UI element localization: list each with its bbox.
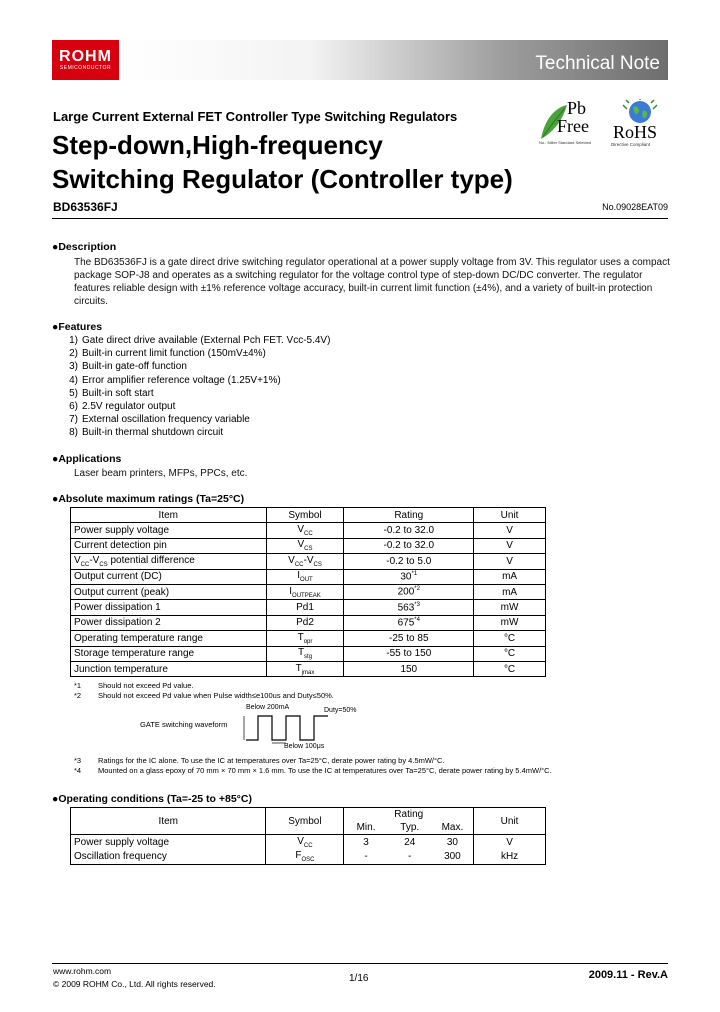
- title-line-2: Switching Regulator (Controller type): [52, 164, 513, 194]
- gate-waveform-diagram: [140, 704, 380, 754]
- list-item: 5) Built-in soft start: [69, 387, 154, 399]
- footnote: *2 Should not exceed Pd value when Pulse width≤e100us and Duty≤50%.: [74, 691, 334, 700]
- document-number: No.09028EAT09: [602, 202, 668, 212]
- list-item: 6) 2.5V regulator output: [69, 401, 176, 413]
- operating-table: [70, 807, 546, 865]
- footnote: *3 Ratings for the IC alone. To use the IC at temperatures over Ta=25°C, derate power rating by 4.5mW/°C.: [74, 756, 445, 765]
- rohs-text: RoHS: [613, 122, 658, 142]
- waveform-duty-label: Duty=50%: [324, 707, 357, 714]
- list-item: 4) Error amplifier reference voltage (1.25V+1%): [69, 374, 281, 386]
- waveform-top-label: Below 200mA: [246, 704, 290, 711]
- logo-text: ROHM: [59, 48, 112, 65]
- table-row: Output current (peak) $I_{OUTPEAK}$ 200$^{*2}$ mA: [71, 584, 546, 599]
- table-header-row: Min. Typ. Max.: [71, 820, 546, 835]
- footer-copyright: © 2009 ROHM Co., Ltd. All rights reserved.: [53, 979, 216, 989]
- technical-note-label: Technical Note: [535, 53, 660, 74]
- header-divider: [52, 218, 668, 219]
- applications-text: Laser beam printers, MFPs, PPCs, etc.: [74, 468, 248, 479]
- page-number: 1/16: [349, 973, 369, 984]
- table-header-row: Item Symbol Rating Unit: [71, 508, 546, 523]
- waveform-trace: [240, 712, 360, 746]
- features-list: [52, 334, 330, 440]
- title-line-1: Step-down,High-frequency: [52, 130, 383, 160]
- description-text: The BD63536FJ is a gate direct drive switching regulator operational at a power supply voltage from 3V. This regulator uses a compact package SOP-J8 and operates as a switching regulator for the voltage control type of step-down DC/DC converter. The regulator features reliable design with ±1% reference voltage accuracy, built-in current limit function (±4%), and a variety of built-in protection circuits.: [74, 257, 670, 307]
- waveform-label: GATE switching waveform: [140, 720, 228, 729]
- table-header-row: Item Symbol Rating Unit: [71, 808, 546, 821]
- list-item: 3) Built-in gate-off function: [69, 361, 187, 373]
- operating-heading: ●Operating conditions (Ta=-25 to +85°C): [52, 793, 252, 805]
- list-item: 1) Gate direct drive available (External Pch FET. Vcc-5.4V): [69, 335, 331, 346]
- rohs-badge: [607, 99, 672, 149]
- footer-divider: [52, 963, 668, 964]
- pb-text: Pb: [567, 98, 587, 118]
- table-row: Power dissipation 2 Pd2 675$^{*4}$ mW: [71, 615, 546, 630]
- table-row: Junction temperature $T_{jmax}$ 150 °C: [71, 661, 546, 676]
- list-item: 2) Built-in current limit function (150mV±4%): [69, 348, 266, 360]
- part-number: BD63536FJ: [53, 200, 118, 214]
- footer-url[interactable]: www.rohm.com: [53, 966, 112, 976]
- table-row: Power supply voltage $V_{CC}$ -0.2 to 32.0 V: [71, 523, 546, 538]
- list-item: 7) External oscillation frequency variable: [69, 414, 250, 426]
- table-row: Storage temperature range $T_{stg}$ -55 to 150 °C: [71, 646, 546, 661]
- pb-free-badge: [537, 99, 603, 149]
- revision-label: 2009.11 - Rev.A: [588, 969, 668, 981]
- table-row: Oscillation frequency $F_{OSC}$ - - 300 kHz: [71, 850, 546, 865]
- table-row: Operating temperature range $T_{opr}$ -25 to 85 °C: [71, 631, 546, 646]
- rohm-logo: [52, 40, 119, 80]
- description-heading: ●Description: [52, 241, 117, 253]
- list-item: 8) Built-in thermal shutdown circuit: [69, 427, 224, 439]
- table-row: Current detection pin $V_{CS}$ -0.2 to 32.0 V: [71, 538, 546, 553]
- free-text: Free: [557, 116, 589, 136]
- document-title: [52, 128, 572, 196]
- footnote: *4 Mounted on a glass epoxy of 70 mm × 70 mm × 1.6 mm. To use the IC at temperatures over Ta=25°C, derate power rating by 5.4mW/°C.: [74, 766, 552, 775]
- rohs-small: Directive Compliant: [611, 142, 651, 147]
- table-row: Power supply voltage $V_{CC}$ 3 24 30 V: [71, 835, 546, 850]
- waveform-bottom-label: Below 100μs: [284, 743, 325, 750]
- pb-free-small: No.: Miller Standard Selected: [539, 140, 592, 145]
- logo-subtext: SEMICONDUCTOR: [59, 65, 112, 71]
- abs-max-heading: ●Absolute maximum ratings (Ta=25°C): [52, 493, 245, 505]
- table-row: Power dissipation 1 Pd1 563$^{*3}$ mW: [71, 600, 546, 615]
- document-subtitle: Large Current External FET Controller Type Switching Regulators: [53, 109, 458, 124]
- table-row: Output current (DC) $I_{OUT}$ 30$^{*1}$ mA: [71, 569, 546, 584]
- table-row: $V_{CC}-V_{CS}$ potential difference $V_{CC}-V_{CS}$ -0.2 to 5.0 V: [71, 554, 546, 569]
- footnote: *1 Should not exceed Pd value.: [74, 681, 194, 690]
- features-heading: ●Features: [52, 321, 103, 333]
- applications-heading: ●Applications: [52, 453, 122, 465]
- abs-max-table: [70, 507, 546, 677]
